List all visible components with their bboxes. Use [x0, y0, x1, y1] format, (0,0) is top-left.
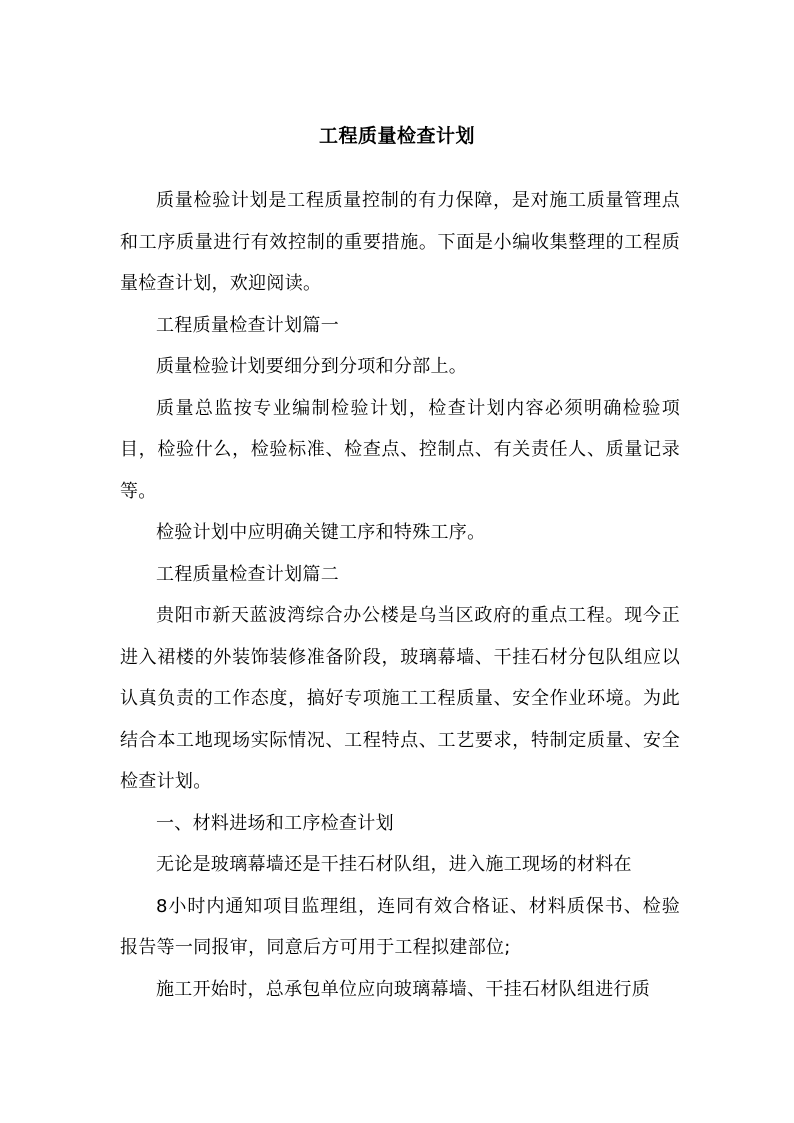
paragraph: 检验计划中应明确关键工序和特殊工序。	[156, 522, 486, 543]
paragraph: 施工开始时，总承包单位应向玻璃幕墙、干挂石材队组进行质	[156, 978, 651, 1000]
subsection-heading: 一、材料进场和工序检查计划	[156, 812, 394, 834]
paragraph: 质量检验计划要细分到分项和分部上。	[156, 356, 468, 377]
paragraph-intro: 质量检验计划是工程质量控制的有力保障，是对施工质量管理点和工序质量进行有效控制的重要措施。下面是小编收集整理的工程质量检查计划，欢迎阅读。	[120, 190, 680, 294]
document-title: 工程质量检查计划	[318, 125, 475, 147]
section-heading-part-one: 工程质量检查计划篇一	[156, 314, 339, 336]
paragraph: 无论是玻璃幕墙还是干挂石材队组，进入施工现场的材料在	[156, 854, 632, 875]
section-heading-part-two: 工程质量检查计划篇二	[156, 563, 339, 585]
paragraph: 8小时内通知项目监理组，连同有效合格证、材料质保书、检验报告等一同报审，同意后方可用于工程拟建部位;	[120, 895, 680, 958]
paragraph: 贵阳市新天蓝波湾综合办公楼是乌当区政府的重点工程。现今正进入裙楼的外装饰装修准备阶段，玻璃幕墙、干挂石材分包队组应以认真负责的工作态度，搞好专项施工工程质量、安全作业环境。为此结合本工地现场实际情况、工程特点、工艺要求，特制定质量、安全检查计划。	[120, 605, 680, 792]
document-body	[120, 180, 680, 1010]
paragraph: 质量总监按专业编制检验计划，检查计划内容必须明确检验项目，检验什么，检验标准、检查点、控制点、有关责任人、质量记录等。	[120, 397, 680, 502]
